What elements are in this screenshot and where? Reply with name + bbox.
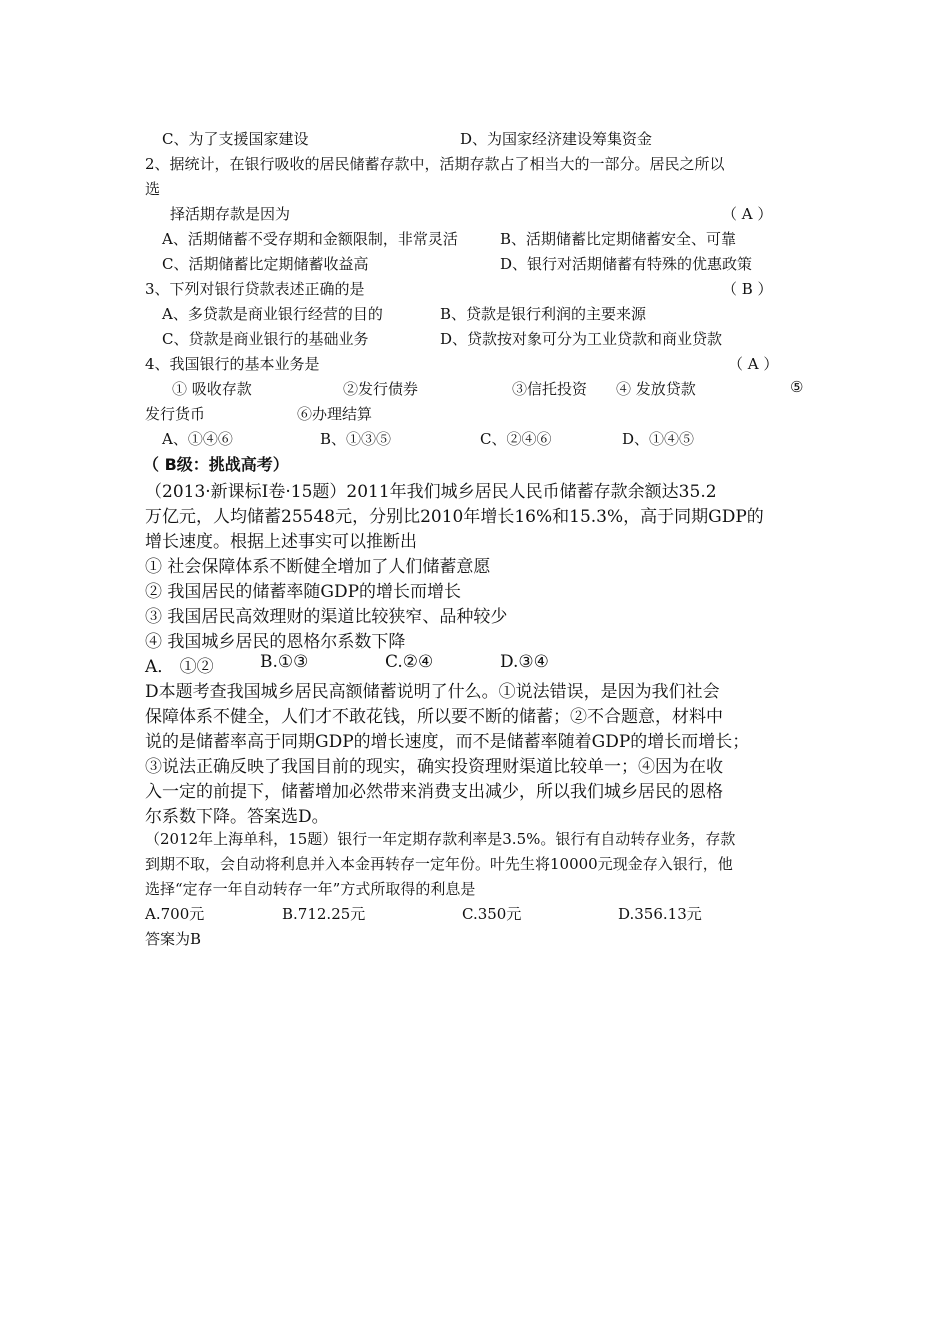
sb-q1-explanation-5: 入一定的前提下，储蓄增加必然带来消费支出减少，所以我们城乡居民的恩格 — [145, 782, 723, 802]
q3-answer: （ B ） — [722, 280, 773, 298]
q2-stem-cont: 选 — [145, 180, 161, 198]
sb-q2-stem-cont2: 选择“定存一年自动转存一年”方式所取得的利息是 — [145, 880, 476, 898]
sb-q1-stem-cont2: 增长速度。根据上述事实可以推断出 — [145, 532, 417, 552]
q4-item-3: ③信托投资 — [512, 380, 588, 398]
section-b-heading: （ B级：挑战高考） — [143, 455, 289, 474]
sb-q2-stem-cont: 到期不取，会自动将利息并入本金再转存一定年份。叶先生将10000元现金存入银行，他 — [145, 855, 733, 873]
q1-option-d: D、为国家经济建设筹集资金 — [460, 130, 653, 148]
sb-q1-explanation-6: 尔系数下降。答案选D。 — [145, 807, 329, 827]
sb-q1-explanation-4: ③说法正确反映了我国目前的现实，确实投资理财渠道比较单一；④因为在收 — [145, 757, 723, 777]
sb-q2-stem: （2012年上海单科，15题）银行一年定期存款利率是3.5%。银行有自动转存业务，存款 — [145, 830, 736, 848]
sb-q1-item-3: ③ 我国居民高效理财的渠道比较狭窄、品种较少 — [145, 607, 508, 627]
q3-option-d: D、贷款按对象可分为工业贷款和商业贷款 — [440, 330, 723, 348]
q4-option-d: D、①④⑤ — [622, 430, 695, 448]
sb-q1-option-b: B.①③ — [260, 652, 309, 672]
q3-option-a: A、多贷款是商业银行经营的目的 — [162, 305, 383, 323]
sb-q1-item-4: ④ 我国城乡居民的恩格尔系数下降 — [145, 632, 406, 652]
q4-item-2: ②发行债券 — [343, 380, 419, 398]
sb-q2-option-c: C.350元 — [462, 905, 522, 923]
q4-stem: 4、我国银行的基本业务是 — [145, 355, 320, 373]
q4-option-a: A、①④⑥ — [162, 430, 233, 448]
q2-stem-cont2: 择活期存款是因为 — [170, 205, 291, 223]
q4-item-1: ① 吸收存款 — [172, 380, 252, 398]
sb-q2-option-b: B.712.25元 — [282, 905, 366, 923]
q4-option-c: C、②④⑥ — [480, 430, 552, 448]
q2-stem: 2、据统计，在银行吸收的居民储蓄存款中，活期存款占了相当大的一部分。居民之所以 — [145, 155, 725, 173]
q2-option-b: B、活期储蓄比定期储蓄安全、可靠 — [500, 230, 737, 248]
q4-item-5: 发行货币 — [145, 405, 206, 423]
q4-option-b: B、①③⑤ — [320, 430, 392, 448]
q1-option-c: C、为了支援国家建设 — [162, 130, 309, 148]
q2-option-a: A、活期储蓄不受存期和金额限制，非常灵活 — [162, 230, 458, 248]
sb-q1-option-a: A． ①② — [145, 657, 214, 677]
q4-answer: （ A ） — [728, 355, 779, 373]
q2-answer: （ A ） — [722, 205, 773, 223]
sb-q2-answer: 答案为B — [145, 930, 202, 948]
q4-item-6: ⑥办理结算 — [297, 405, 373, 423]
sb-q1-item-1: ① 社会保障体系不断健全增加了人们储蓄意愿 — [145, 557, 491, 577]
sb-q1-item-2: ② 我国居民的储蓄率随GDP的增长而增长 — [145, 582, 462, 602]
q2-option-d: D、银行对活期储蓄有特殊的优惠政策 — [500, 255, 753, 273]
sb-q1-explanation-3: 说的是储蓄率高于同期GDP的增长速度，而不是储蓄率随着GDP的增长而增长； — [145, 732, 750, 752]
sb-q2-option-a: A.700元 — [145, 905, 205, 923]
q2-option-c: C、活期储蓄比定期储蓄收益高 — [162, 255, 369, 273]
sb-q1-option-c: C.②④ — [385, 652, 434, 672]
q4-item-5-marker: ⑤ — [790, 378, 804, 396]
sb-q1-stem: （2013·新课标Ⅰ卷·15题）2011年我们城乡居民人民币储蓄存款余额达35.2 — [145, 482, 717, 502]
sb-q1-explanation-2: 保障体系不健全，人们才不敢花钱，所以要不断的储蓄；②不合题意，材料中 — [145, 707, 723, 727]
q3-option-c: C、贷款是商业银行的基础业务 — [162, 330, 369, 348]
q3-stem: 3、下列对银行贷款表述正确的是 — [145, 280, 365, 298]
q4-item-4: ④ 发放贷款 — [616, 380, 696, 398]
sb-q1-stem-cont: 万亿元，人均储蓄25548元，分别比2010年增长16%和15.3%，高于同期GDP的 — [145, 507, 764, 527]
sb-q2-option-d: D.356.13元 — [618, 905, 702, 923]
sb-q1-explanation: D本题考查我国城乡居民高额储蓄说明了什么。①说法错误，是因为我们社会 — [145, 682, 720, 702]
sb-q1-option-d: D.③④ — [500, 652, 549, 672]
q3-option-b: B、贷款是银行利润的主要来源 — [440, 305, 647, 323]
